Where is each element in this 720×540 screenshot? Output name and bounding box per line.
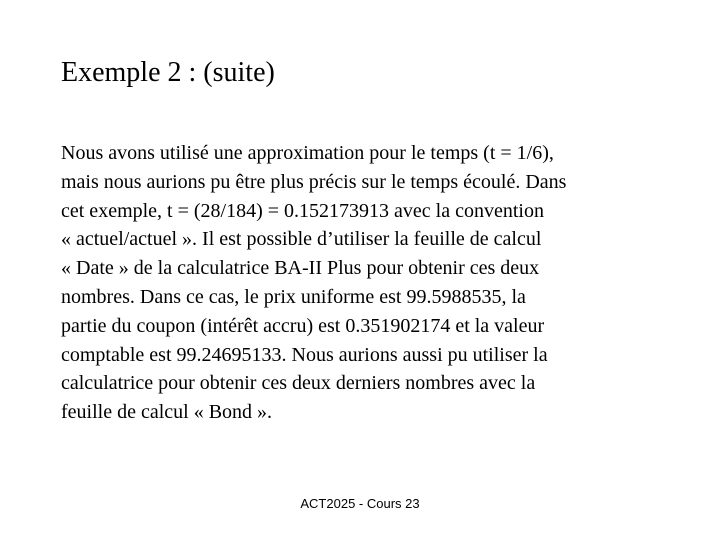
body-line: « actuel/actuel ». Il est possible d’utiliser la feuille de calcul: [61, 228, 542, 251]
body-line: nombres. Dans ce cas, le prix uniforme est 99.5988535, la: [61, 285, 526, 308]
slide-title: Exemple 2 : (suite): [61, 57, 275, 88]
body-line: mais nous aurions pu être plus précis sur le temps écoulé. Dans: [61, 170, 567, 193]
body-line: calculatrice pour obtenir ces deux derniers nombres avec la: [61, 372, 536, 395]
slide-body: [61, 139, 701, 427]
body-line: cet exemple, t = (28/184) = 0.152173913 avec la convention: [61, 199, 544, 222]
slide-footer: ACT2025 - Cours 23: [300, 496, 420, 511]
body-line: Nous avons utilisé une approximation pour le temps (t = 1/6),: [61, 142, 554, 164]
body-line: comptable est 99.24695133. Nous aurions aussi pu utiliser la: [61, 343, 548, 366]
body-line: feuille de calcul « Bond ».: [61, 401, 273, 424]
body-line: partie du coupon (intérêt accru) est 0.351902174 et la valeur: [61, 314, 545, 337]
body-line: « Date » de la calculatrice BA-II Plus pour obtenir ces deux: [61, 257, 540, 280]
